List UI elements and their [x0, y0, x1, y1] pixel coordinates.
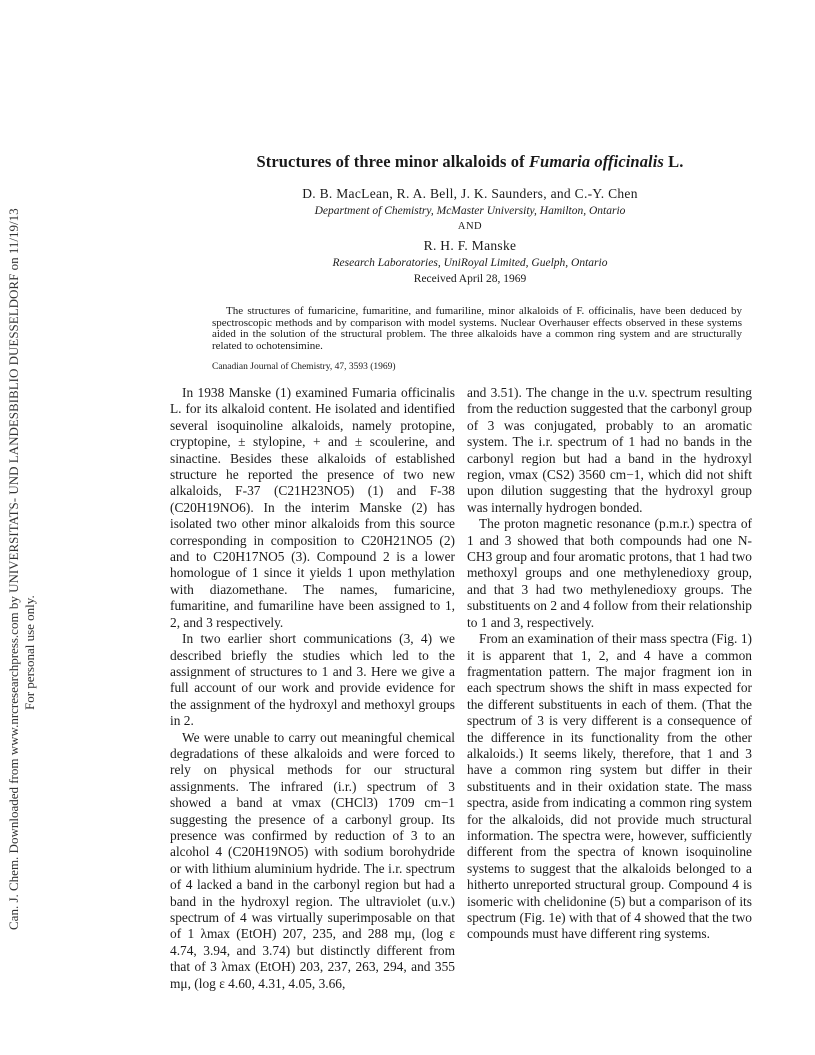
and-separator: AND	[457, 221, 483, 232]
paragraph-pmr: The proton magnetic resonance (p.m.r.) spectra of 1 and 3 showed that both compounds had one N-CH3 group and four aromatic protons, that 1 had two methoxyl groups and one methylenedioxy group, and that 3 had two methylenedioxy groups. The substituents on 2 and 4 follow from their relationship to 1 and 3, respectively.	[467, 516, 752, 630]
paragraph-introduction: In 1938 Manske (1) examined Fumaria officinalis L. for its alkaloid content. He isolated and identified several isoquinoline alkaloids, namely protopine, cryptopine, ± stylopine, + and ± scoulerine, and sinactine. Besides these alkaloids of established structure he reported the presence of two new alkaloids, F-37 (C21H23NO5) (1) and F-38 (C20H19NO6). In the interim Manske (2) has isolated two other minor alkaloids from this source corresponding in composition to C20H21NO5 (2) and to C20H17NO5 (3). Compound 2 is a lower homologue of 1 since it yields 1 upon methylation with diazomethane. The names, fumaricine, fumaritine, and fumariline have been assigned to 1, 2, and 3 respectively.	[170, 385, 455, 630]
abstract: The structures of fumaricine, fumaritine, and fumariline, minor alkaloids of F. officinalis, have been deduced by spectroscopic methods and by comparison with model systems. Nuclear Overhauser effects observed in these systems aided in the solution of the structural problem. The three alkaloids have a common ring system and are structurally related to ochotensimine.	[212, 305, 742, 352]
download-notice: Can. J. Chem. Downloaded from www.nrcresearchpress.com by UNIVERSITATS- UND LANDESBIBLIO DUESSELDORF on 11/19/13	[6, 208, 21, 930]
right-column	[467, 385, 752, 943]
paragraph-earlier-communications: In two earlier short communications (3, 4) we described briefly the studies which led to the assignment of structures to 1 and 3. Here we give a full account of our work and provide evidence for the assignment of the hydroxyl and methoxyl groups in 2.	[170, 631, 455, 729]
second-author: R. H. F. Manske	[423, 238, 517, 253]
affiliation-mcmaster: Department of Chemistry, McMaster University, Hamilton, Ontario	[314, 205, 626, 217]
journal-citation: Canadian Journal of Chemistry, 47, 3593 (1969)	[212, 362, 396, 372]
authors: D. B. MacLean, R. A. Bell, J. K. Saunders, and C.-Y. Chen	[302, 186, 638, 201]
affiliation-uniroyal: Research Laboratories, UniRoyal Limited, Guelph, Ontario	[332, 257, 608, 269]
paragraph-uv-continuation: and 3.51). The change in the u.v. spectrum resulting from the reduction suggested that the carbonyl group of 3 was conjugated, probably to an aromatic system. The i.r. spectrum of 1 had no bands in the carbonyl region but had a band in the hydroxyl region, νmax (CS2) 3560 cm−1, which did not shift upon dilution suggesting that the hydroxyl group was internally hydrogen bonded.	[467, 385, 752, 515]
left-column	[170, 385, 455, 992]
paragraph-physical-methods: We were unable to carry out meaningful chemical degradations of these alkaloids and were forced to rely on physical methods for our structural assignments. The infrared (i.r.) spectrum of 3 showed a band at νmax (CHCl3) 1709 cm−1 suggesting the presence of a carbonyl group. Its presence was confirmed by reduction of 3 to an alcohol 4 (C20H19NO5) with sodium borohydride or with lithium aluminium hydride. The i.r. spectrum of 4 lacked a band in the carbonyl region but had a band in the hydroxyl region. The ultraviolet (u.v.) spectrum of 4 was virtually superimposable on that of 1 λmax (EtOH) 207, 235, and 288 mμ, (log ε 4.74, 3.94, and 3.74) but distinctly different from that of 3 λmax (EtOH) 203, 237, 263, 294, and 355 mμ, (log ε 4.60, 4.31, 4.05, 3.66,	[170, 729, 455, 991]
received-date: Received April 28, 1969	[413, 273, 527, 285]
personal-use-notice: For personal use only.	[22, 595, 37, 710]
download-watermark	[2, 150, 42, 930]
paragraph-mass-spectra: From an examination of their mass spectra (Fig. 1) it is apparent that 1, 2, and 4 have a common fragmentation pattern. The major fragment ion in each spectrum shows the shift in mass expected for the different substituents in each of them. (That the spectrum of 3 is very different is a consequence of the difference in its functionality from the other alkaloids.) It seems likely, therefore, that 1 and 3 have a common ring system but differ in their substituents and in their oxidation state. The mass spectra, aside from indicating a common ring system for the alkaloids, did not provide much structural information. The spectra were, however, sufficiently different from the spectra of known isoquinoline systems to suggest that the alkaloids belonged to a hitherto unreported structural group. Compound 4 is isomeric with chelidonine (5) but a comparison of its spectrum (Fig. 1e) with that of 4 showed that the two compounds must have different ring systems.	[467, 631, 752, 942]
article-title: Structures of three minor alkaloids of Fumaria officinalis L.	[256, 152, 684, 171]
article-header	[170, 152, 770, 285]
